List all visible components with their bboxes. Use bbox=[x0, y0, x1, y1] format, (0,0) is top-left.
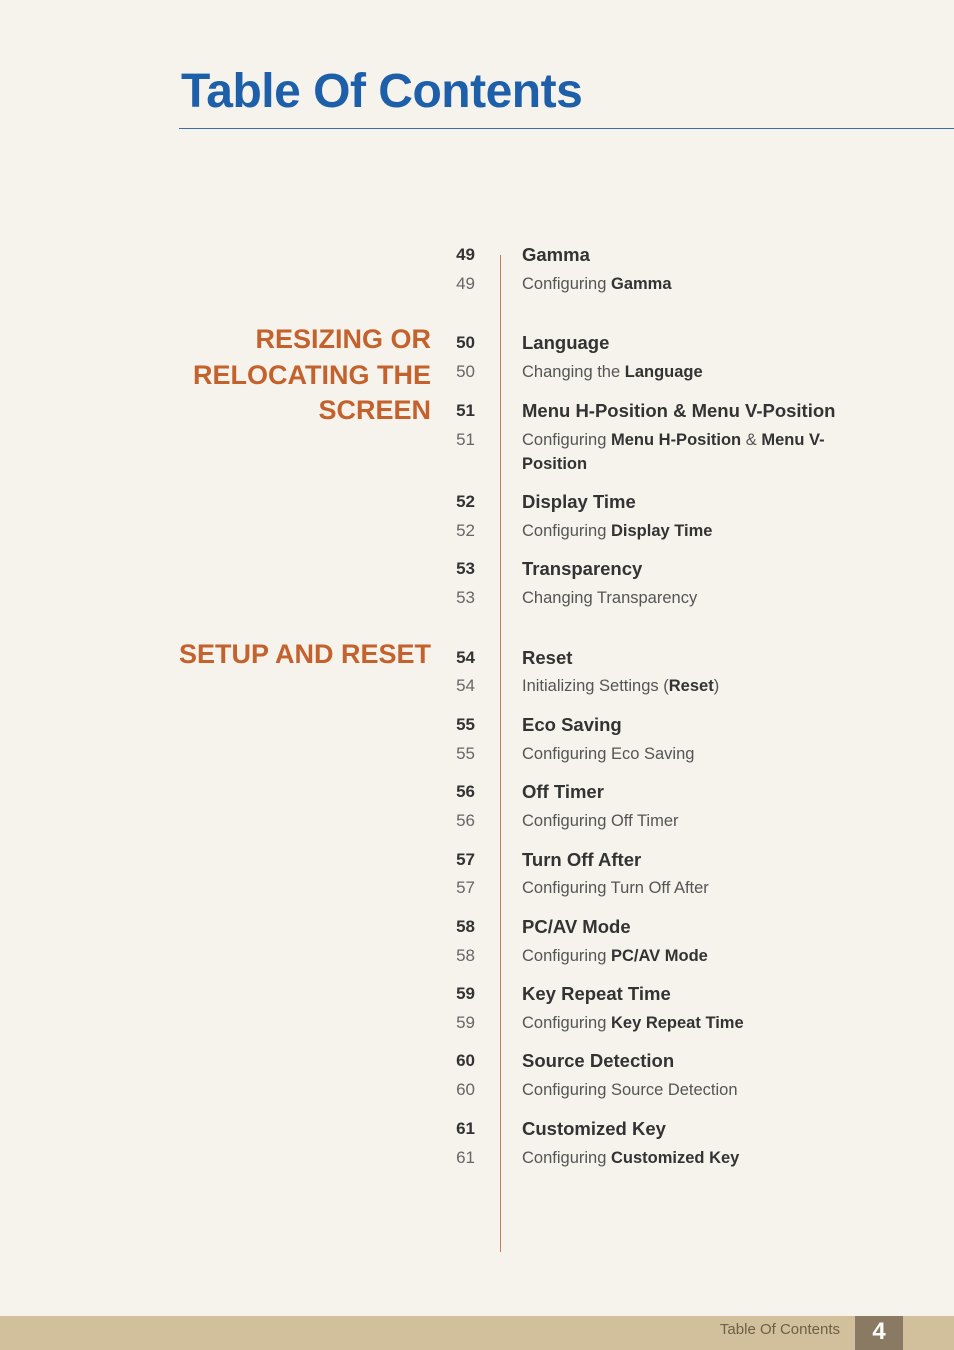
toc-page-number[interactable]: 49 bbox=[456, 245, 475, 264]
toc-entry-desc[interactable]: Configuring Off Timer bbox=[522, 812, 679, 830]
toc-sub-page-number[interactable]: 58 bbox=[456, 946, 475, 965]
toc-entry-title[interactable]: Gamma bbox=[522, 244, 590, 265]
toc-page-number[interactable]: 56 bbox=[456, 782, 475, 801]
toc-sub-page-number[interactable]: 59 bbox=[456, 1013, 475, 1032]
toc-entry-title[interactable]: Language bbox=[522, 332, 610, 353]
section-heading-setup bbox=[179, 637, 431, 673]
section-heading-line: SETUP AND RESET bbox=[178, 639, 431, 669]
toc-sub-page-number[interactable]: 51 bbox=[456, 430, 475, 449]
toc-page-number[interactable]: 60 bbox=[456, 1051, 475, 1070]
toc-entry-title[interactable]: Key Repeat Time bbox=[522, 983, 671, 1004]
toc-page-number[interactable]: 53 bbox=[456, 559, 475, 578]
toc-entry-title[interactable]: Customized Key bbox=[522, 1118, 666, 1139]
toc-entry-desc[interactable]: Configuring Source Detection bbox=[522, 1081, 738, 1099]
title-underline bbox=[179, 128, 954, 129]
column-divider bbox=[500, 255, 501, 1252]
toc-page-number[interactable]: 59 bbox=[456, 984, 475, 1003]
footer-page-number: 4 bbox=[855, 1316, 903, 1350]
toc-page-number[interactable]: 61 bbox=[456, 1119, 475, 1138]
toc-entry-desc[interactable]: Configuring Turn Off After bbox=[522, 879, 709, 897]
toc-page-number[interactable]: 51 bbox=[456, 401, 475, 420]
toc-entry-desc[interactable]: Changing the Language bbox=[522, 363, 703, 381]
toc-page-number[interactable]: 55 bbox=[456, 715, 475, 734]
toc-sub-page-number[interactable]: 49 bbox=[456, 274, 475, 293]
toc-entry-title[interactable]: Transparency bbox=[522, 558, 643, 579]
footer-label: Table Of Contents bbox=[719, 1321, 840, 1338]
toc-sub-page-number[interactable]: 54 bbox=[456, 676, 475, 695]
toc-entry-title[interactable]: Reset bbox=[522, 647, 573, 668]
toc-entry-title[interactable]: Source Detection bbox=[522, 1050, 675, 1071]
toc-sub-page-number[interactable]: 60 bbox=[456, 1080, 475, 1099]
toc-entry-desc[interactable]: Configuring Eco Saving bbox=[522, 745, 695, 763]
toc-sub-page-number[interactable]: 53 bbox=[456, 588, 475, 607]
toc-entry-desc[interactable]: Initializing Settings (Reset) bbox=[522, 677, 720, 695]
toc-sub-page-number[interactable]: 52 bbox=[456, 521, 475, 540]
toc-page-number[interactable]: 58 bbox=[456, 917, 475, 936]
toc-page-number[interactable]: 52 bbox=[456, 492, 475, 511]
toc-entry-desc[interactable]: Configuring Display Time bbox=[522, 522, 713, 540]
toc-page-number[interactable]: 57 bbox=[456, 850, 475, 869]
toc-page-number[interactable]: 50 bbox=[456, 333, 475, 352]
page-title: Table Of Contents bbox=[181, 65, 583, 118]
toc-sub-page-number[interactable]: 55 bbox=[456, 744, 475, 763]
toc-page-number[interactable]: 54 bbox=[456, 648, 475, 667]
toc-entry-title[interactable]: Display Time bbox=[522, 491, 636, 512]
section-heading-resizing bbox=[193, 322, 431, 429]
toc-entry-desc[interactable]: Changing Transparency bbox=[522, 589, 698, 607]
toc-sub-page-number[interactable]: 50 bbox=[456, 362, 475, 381]
toc-sub-page-number[interactable]: 61 bbox=[456, 1148, 475, 1167]
toc-entry-title[interactable]: PC/AV Mode bbox=[522, 916, 631, 937]
section-heading-line: RESIZING OR bbox=[255, 324, 431, 354]
toc-entry-desc[interactable]: Configuring PC/AV Mode bbox=[522, 947, 708, 965]
toc-entry-desc[interactable]: Configuring Customized Key bbox=[522, 1149, 740, 1167]
toc-entry-title[interactable]: Off Timer bbox=[522, 781, 604, 802]
toc-entry-desc[interactable]: Configuring Gamma bbox=[522, 275, 672, 293]
toc-entry-title[interactable]: Eco Saving bbox=[522, 714, 622, 735]
section-heading-line: SCREEN bbox=[318, 395, 431, 425]
toc-entry-desc[interactable]: Configuring Key Repeat Time bbox=[522, 1014, 744, 1032]
toc-entry-title[interactable]: Menu H-Position & Menu V-Position bbox=[522, 400, 836, 421]
toc-sub-page-number[interactable]: 56 bbox=[456, 811, 475, 830]
toc-entry-title[interactable]: Turn Off After bbox=[522, 849, 642, 870]
toc-entry-desc[interactable]: Configuring Menu H-Position & Menu V-Position bbox=[522, 431, 825, 473]
toc-sub-page-number[interactable]: 57 bbox=[456, 878, 475, 897]
section-heading-line: RELOCATING THE bbox=[193, 359, 431, 390]
